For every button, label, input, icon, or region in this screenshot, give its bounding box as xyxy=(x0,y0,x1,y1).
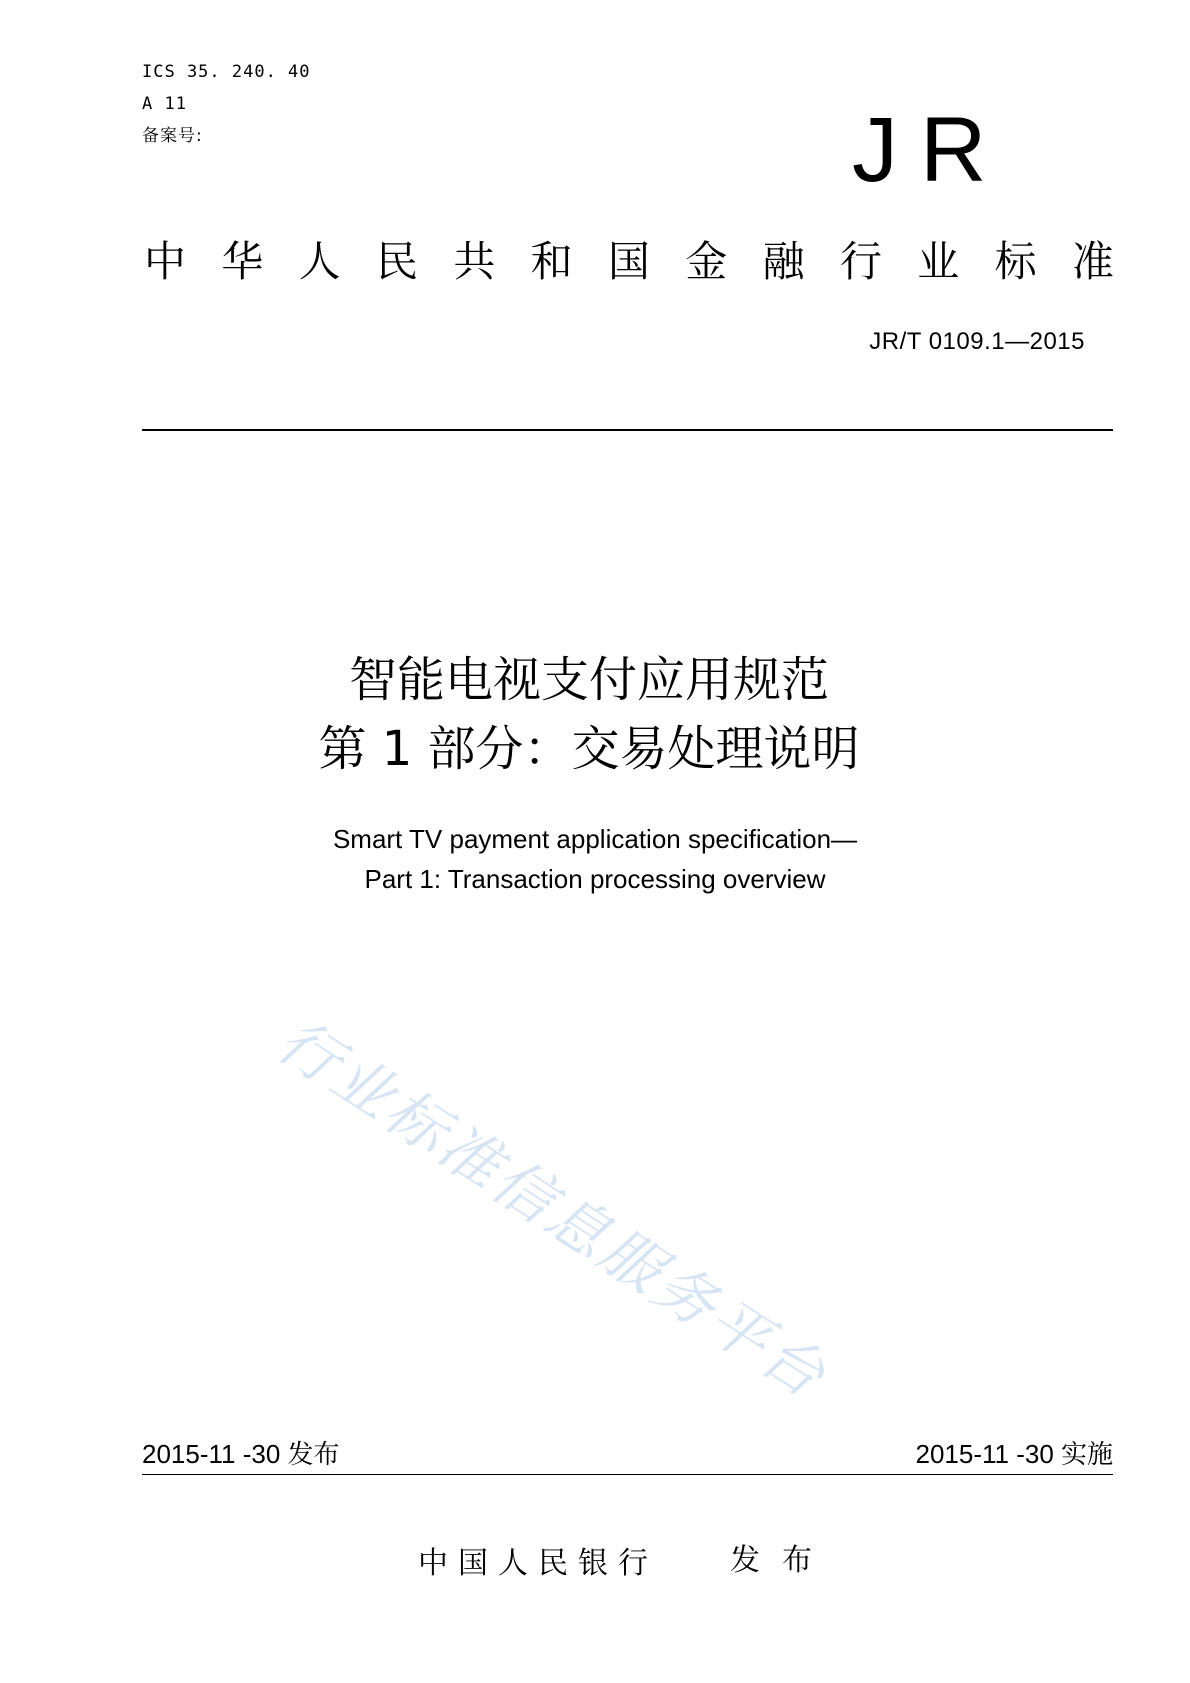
category-char: 民 xyxy=(375,237,418,286)
implementation-date: 2015-11 -30 实施 xyxy=(915,1439,1113,1469)
standard-number: JR/T 0109.1—2015 xyxy=(869,328,1085,355)
category-char: 行 xyxy=(839,237,882,286)
jr-logo: JR xyxy=(852,99,1009,201)
issue-date: 2015-11 -30 发布 xyxy=(142,1439,340,1469)
watermark: 行业标准信息服务平台 xyxy=(264,1005,840,1414)
category-char: 和 xyxy=(530,237,573,286)
publisher-action: 发布 xyxy=(730,1543,834,1578)
title-en-line2: Part 1: Transaction processing overview xyxy=(364,864,826,894)
publisher-name: 中国人民银行 xyxy=(418,1546,658,1581)
category-char: 金 xyxy=(685,237,728,286)
category-char: 标 xyxy=(994,237,1037,286)
title-cn-line1: 智能电视支付应用规范 xyxy=(348,652,829,708)
ics-code: ICS 35. 240. 40 xyxy=(142,62,311,82)
bottom-divider xyxy=(142,1474,1113,1475)
category-char: 融 xyxy=(762,237,805,286)
category-char: 准 xyxy=(1071,237,1114,286)
title-en-line1: Smart TV payment application specification— xyxy=(332,824,858,854)
top-divider xyxy=(142,429,1113,431)
category-char: 共 xyxy=(453,237,496,286)
standard-category-title xyxy=(144,237,1114,287)
category-char: 中 xyxy=(144,237,187,286)
title-cn-line2: 第 1 部分：交易处理说明 xyxy=(318,721,860,777)
category-char: 国 xyxy=(607,237,650,286)
category-char: 人 xyxy=(298,237,341,286)
classification-code: A 11 xyxy=(142,94,187,114)
category-char: 业 xyxy=(917,237,960,286)
category-char: 华 xyxy=(221,237,264,286)
record-number-label: 备案号: xyxy=(142,126,203,146)
